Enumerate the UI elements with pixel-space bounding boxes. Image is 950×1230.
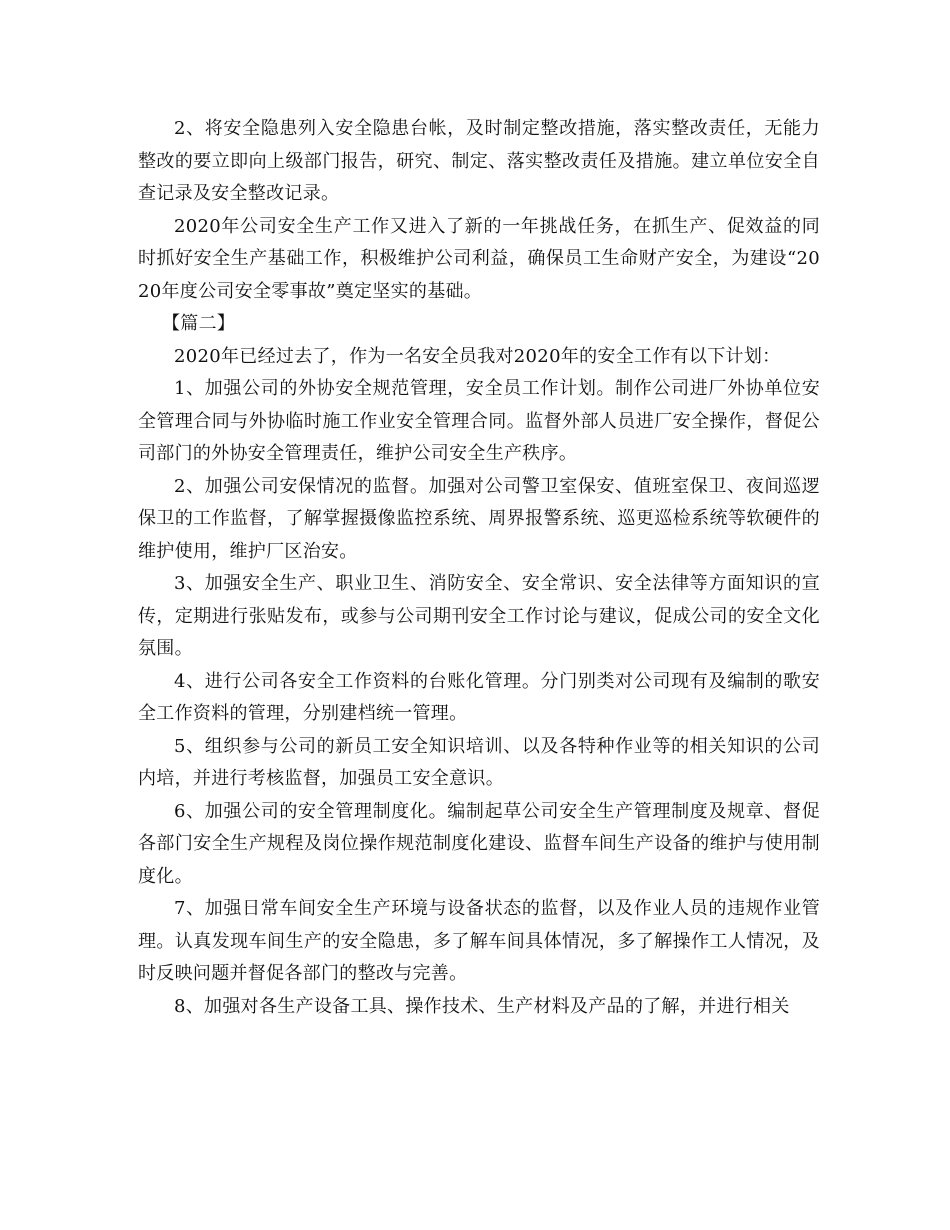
paragraph-plan-item-6: 6、加强公司的安全管理制度化。编制起草公司安全生产管理制度及规章、督促各部门安全生产规程及岗位操作规范制度化建设、监督车间生产设备的维护与使用制度化。 <box>138 800 820 887</box>
document-body <box>138 113 820 1023</box>
paragraph-plan-item-7: 7、加强日常车间安全生产环境与设备状态的监督，以及作业人员的违规作业管理。认真发现车间生产的安全隐患，多了解车间具体情况，多了解操作工人情况，及时反映问题并督促各部门的整改与完善。 <box>138 898 820 984</box>
paragraph-plan-item-5: 5、组织参与公司的新员工安全知识培训、以及各特种作业等的相关知识的公司内培，并进行考核监督，加强员工安全意识。 <box>138 735 820 789</box>
section-heading-part-two: 【篇二】 <box>162 313 236 334</box>
paragraph-plan-intro: 2020年已经过去了，作为一名安全员我对2020年的安全工作有以下计划： <box>174 345 781 367</box>
paragraph-plan-item-4: 4、进行公司各安全工作资料的台账化管理。分门别类对公司现有及编制的歌安全工作资料的管理，分别建档统一管理。 <box>138 670 820 724</box>
paragraph-plan-item-8: 8、加强对各生产设备工具、操作技术、生产材料及产品的了解，并进行相关 <box>174 995 790 1017</box>
paragraph-plan-item-1: 1、加强公司的外协安全规范管理，安全员工作计划。制作公司进厂外协单位安全管理合同与外协临时施工作业安全管理合同。监督外部人员进厂安全操作，督促公司部门的外协安全管理责任，维护公司安全生产秩序。 <box>138 378 820 464</box>
paragraph-plan-item-3: 3、加强安全生产、职业卫生、消防安全、安全常识、安全法律等方面知识的宣传，定期进行张贴发布，或参与公司期刊安全工作讨论与建议，促成公司的安全文化氛围。 <box>138 573 820 659</box>
paragraph-item-2-hazard-ledger: 2、将安全隐患列入安全隐患台帐，及时制定整改措施，落实整改责任，无能力整改的要立即向上级部门报告，研究、制定、落实整改责任及措施。建立单位安全自查记录及安全整改记录。 <box>138 118 820 204</box>
paragraph-2020-safety-goal: 2020年公司安全生产工作又进入了新的一年挑战任务，在抓生产、促效益的同时抓好安全生产基础工作，积极维护公司利益，确保员工生命财产安全，为建设“2020年度公司安全零事故”奠定坚实的基础。 <box>138 215 820 302</box>
paragraph-plan-item-2: 2、加强公司安保情况的监督。加强对公司警卫室保安、值班室保卫、夜间巡逻保卫的工作监督，了解掌握摄像监控系统、周界报警系统、巡更巡检系统等软硬件的维护使用，维护厂区治安。 <box>138 475 820 562</box>
